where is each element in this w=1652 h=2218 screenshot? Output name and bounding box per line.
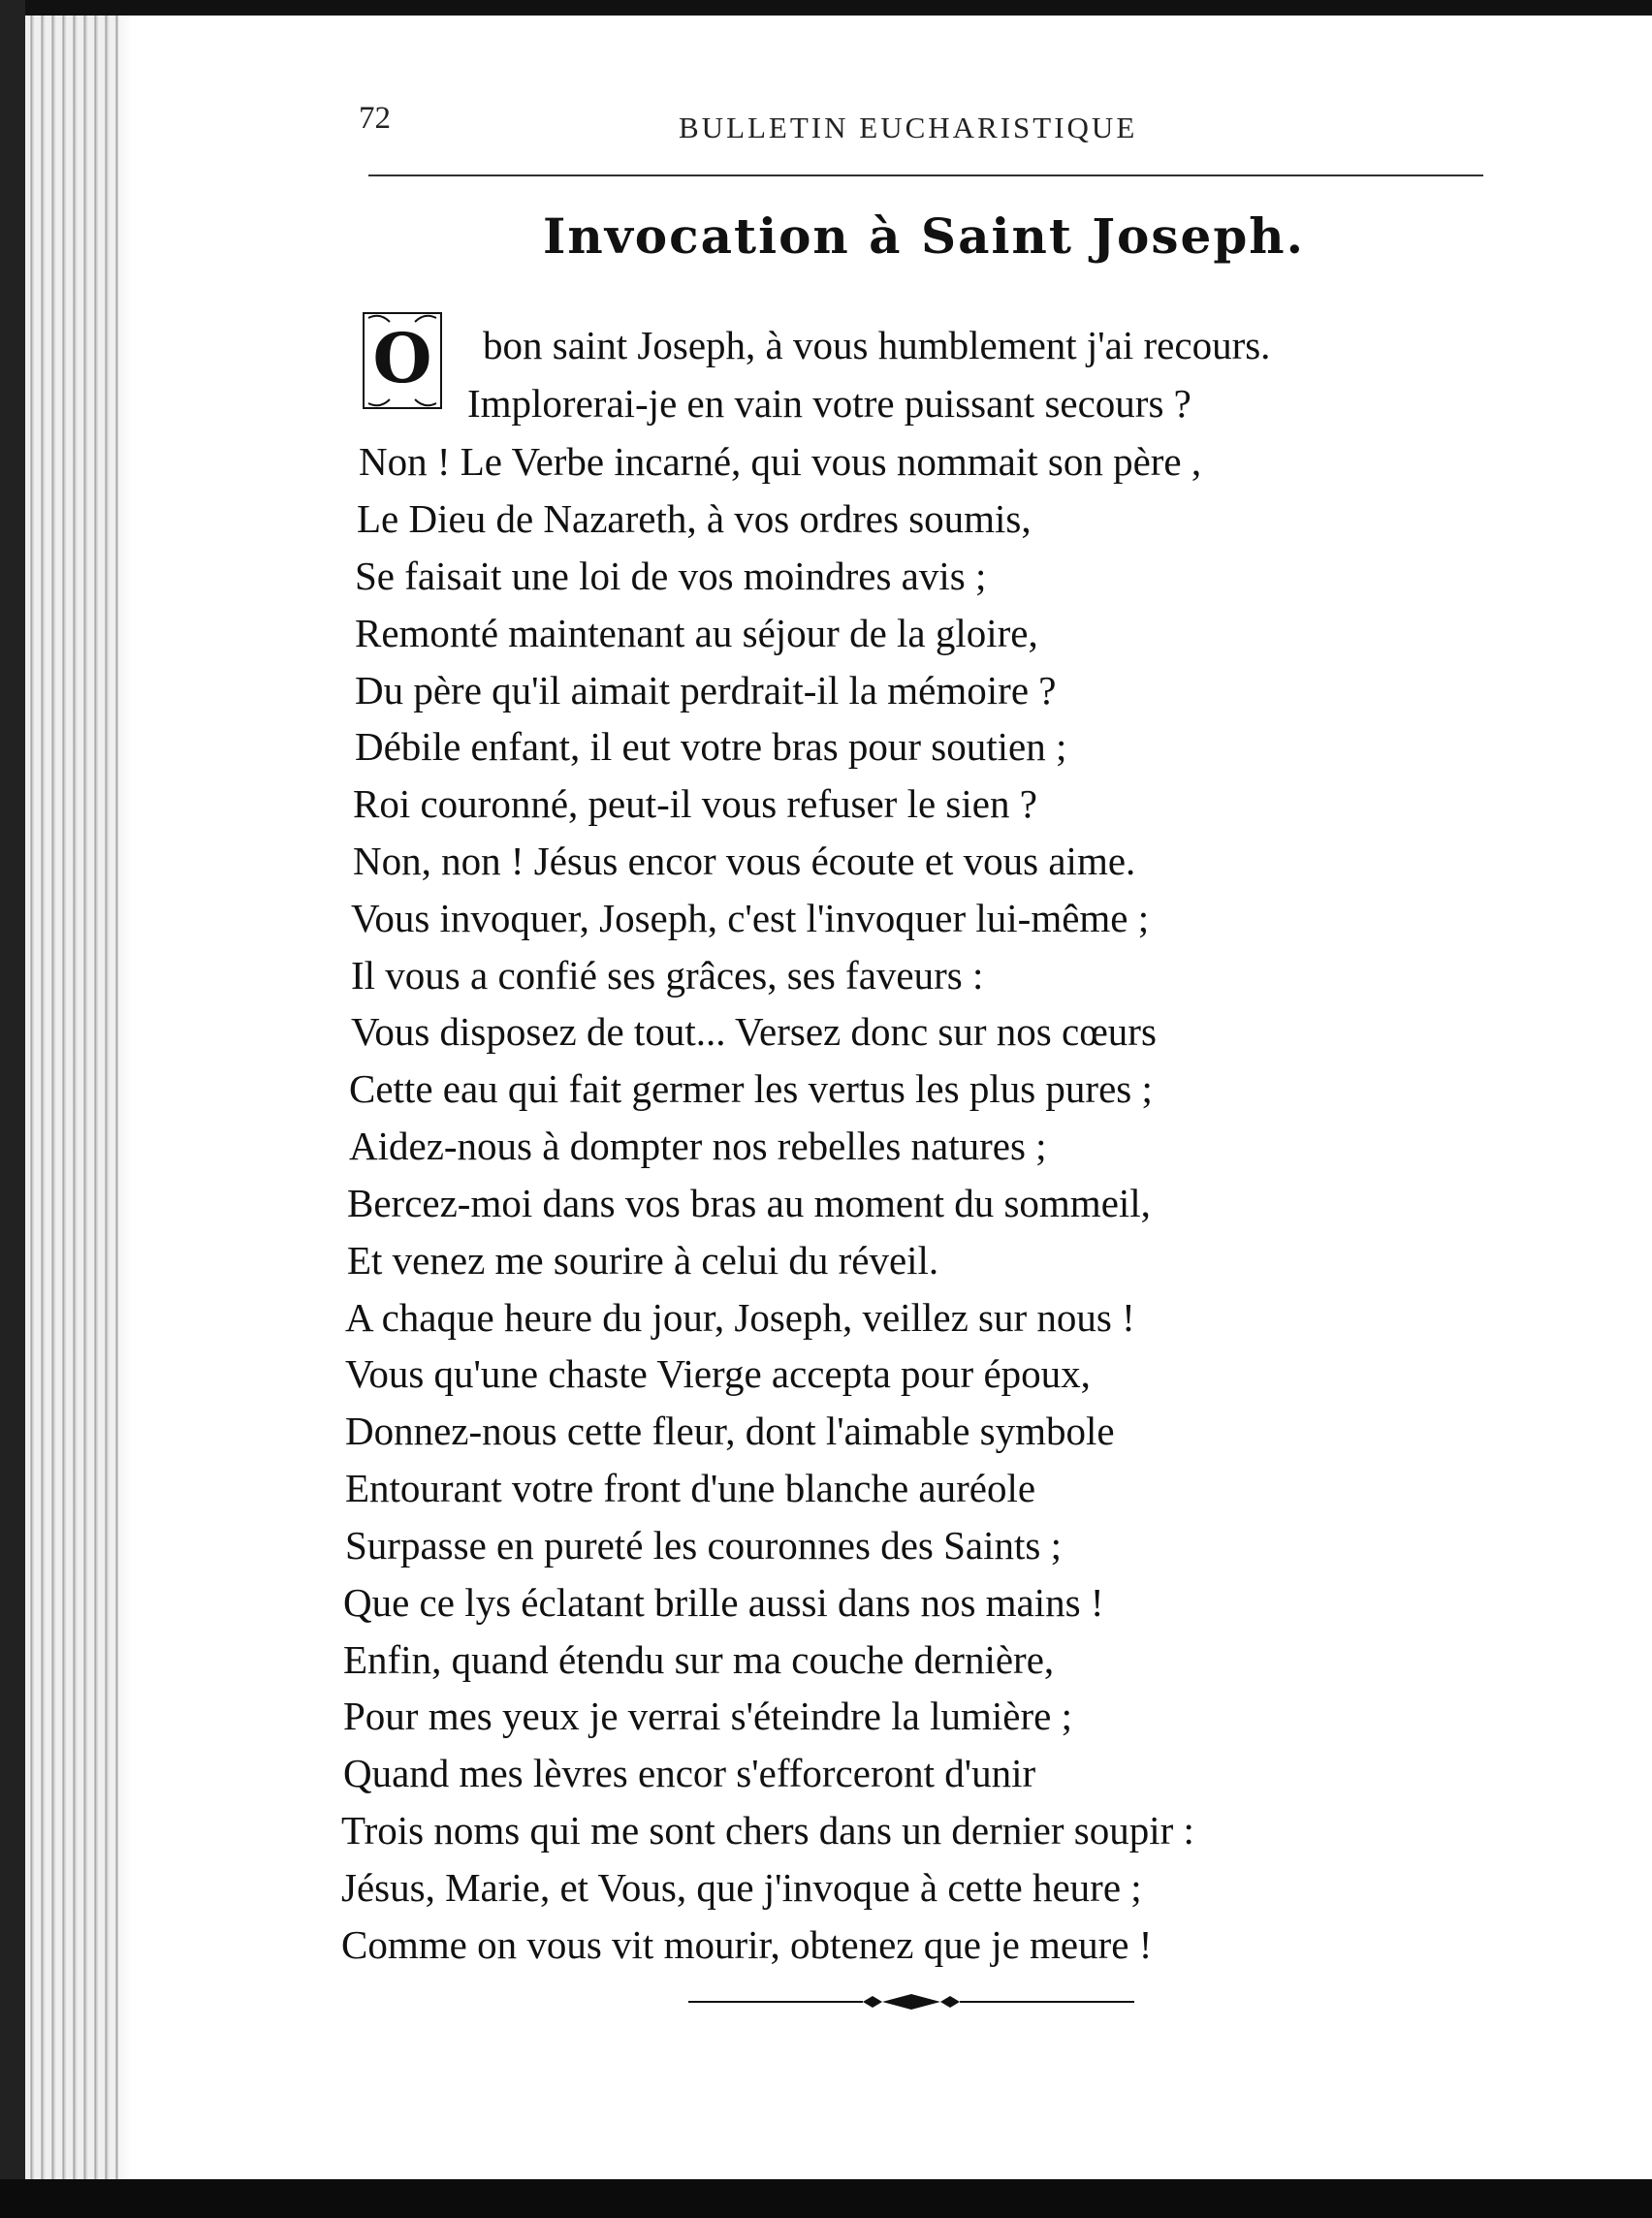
poem-line: Implorerai-je en vain votre puissant secours ? xyxy=(467,381,1191,426)
scan-border-left xyxy=(0,0,25,2218)
poem-line: Cette eau qui fait germer les vertus les plus pures ; xyxy=(349,1066,1153,1111)
poem-line: Non, non ! Jésus encor vous écoute et vous aime. xyxy=(353,839,1136,883)
book-page-edges xyxy=(25,16,132,2179)
poem-title: Invocation à Saint Joseph. xyxy=(543,207,1306,265)
poem-line: Non ! Le Verbe incarné, qui vous nommait son père , xyxy=(359,439,1202,484)
poem-line: Entourant votre front d'une blanche auréole xyxy=(345,1466,1036,1510)
poem-line: Vous disposez de tout... Versez donc sur nos cœurs xyxy=(351,1009,1157,1054)
poem-line: Le Dieu de Nazareth, à vos ordres soumis, xyxy=(357,496,1032,541)
poem-line: Il vous a confié ses grâces, ses faveurs : xyxy=(351,953,984,998)
dropcap-ornament xyxy=(361,310,444,411)
running-title: BULLETIN EUCHARISTIQUE xyxy=(679,111,1138,144)
poem-line: Comme on vous vit mourir, obtenez que je meure ! xyxy=(341,1922,1153,1967)
page-number: 72 xyxy=(359,101,391,136)
poem-line: Remonté maintenant au séjour de la gloire, xyxy=(355,611,1038,655)
poem-line: Jésus, Marie, et Vous, que j'invoque à cette heure ; xyxy=(341,1865,1142,1910)
dropcap-letter: O xyxy=(372,318,432,398)
diamond-rule-ornament-icon xyxy=(688,1987,1134,2016)
poem-line: Enfin, quand étendu sur ma couche dernière, xyxy=(343,1637,1055,1682)
dropcap-letter-icon xyxy=(361,310,444,411)
poem-line: Vous qu'une chaste Vierge accepta pour époux, xyxy=(345,1351,1091,1396)
poem-line: Bercez-moi dans vos bras au moment du sommeil, xyxy=(347,1181,1151,1225)
scan-border-top xyxy=(0,0,1652,16)
poem-line: Aidez-nous à dompter nos rebelles natures ; xyxy=(349,1124,1047,1168)
poem-line: Surpasse en pureté les couronnes des Saints ; xyxy=(345,1523,1062,1568)
poem-line: Débile enfant, il eut votre bras pour soutien ; xyxy=(355,724,1067,769)
scan-border-bottom xyxy=(0,2179,1652,2218)
page-header xyxy=(349,97,1483,155)
poem-line: Quand mes lèvres encor s'efforceront d'unir xyxy=(343,1751,1036,1795)
poem-line: Trois noms qui me sont chers dans un dernier soupir : xyxy=(341,1808,1194,1853)
poem-line: Se faisait une loi de vos moindres avis ; xyxy=(355,554,987,598)
poem-line: Roi couronné, peut-il vous refuser le sien ? xyxy=(353,781,1037,826)
poem-line: Pour mes yeux je verrai s'éteindre la lumière ; xyxy=(343,1694,1072,1738)
poem-line: Vous invoquer, Joseph, c'est l'invoquer lui-même ; xyxy=(351,896,1150,940)
poem-line: A chaque heure du jour, Joseph, veillez sur nous ! xyxy=(345,1295,1135,1340)
poem-line: Que ce lys éclatant brille aussi dans nos mains ! xyxy=(343,1580,1104,1625)
poem-line: Donnez-nous cette fleur, dont l'aimable symbole xyxy=(345,1409,1115,1453)
header-rule xyxy=(368,174,1483,176)
poem-line: Et venez me sourire à celui du réveil. xyxy=(347,1238,939,1283)
poem-line: Du père qu'il aimait perdrait-il la mémoire ? xyxy=(355,668,1057,713)
end-ornament xyxy=(688,1987,1134,2016)
poem-line: bon saint Joseph, à vous humblement j'ai recours. xyxy=(483,323,1271,367)
